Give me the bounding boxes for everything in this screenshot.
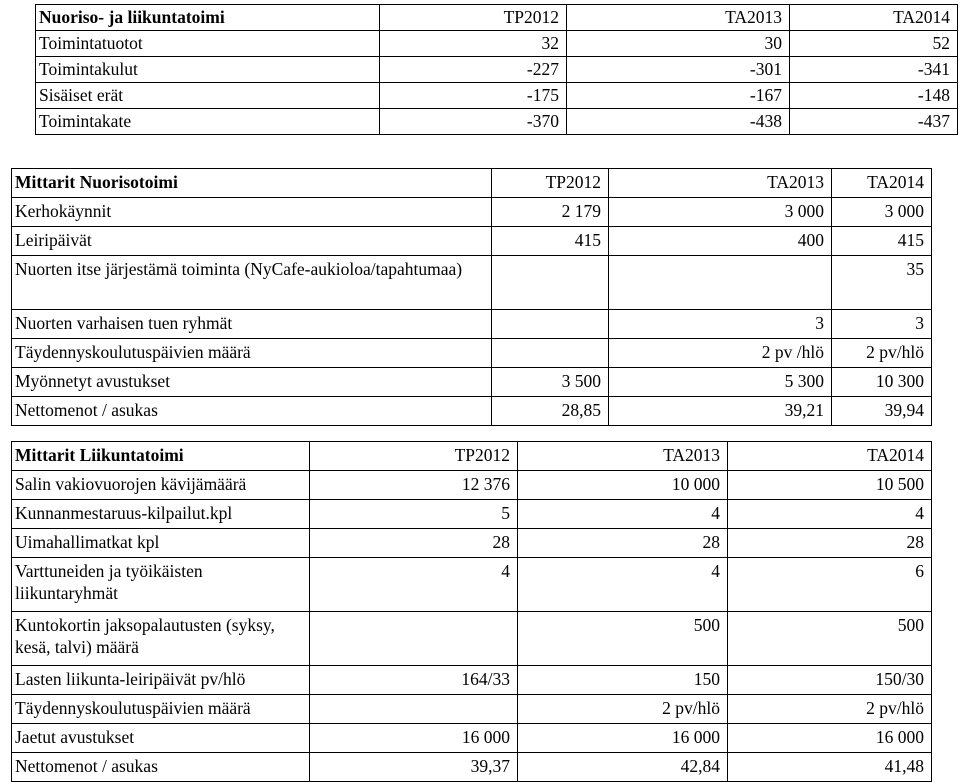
table-row (12, 724, 932, 753)
row-label: Nuorten itse järjestämä toiminta (NyCafe-aukioloa/tapahtumaa) (12, 256, 492, 310)
cell-value (310, 612, 518, 666)
table-row (12, 339, 932, 368)
cell-value: 28 (310, 529, 518, 558)
row-label: Kuntokortin jaksopalautusten (syksy, kesä, talvi) määrä (12, 612, 310, 666)
cell-value: -301 (567, 57, 790, 83)
cell-value: 400 (609, 227, 832, 256)
cell-value: 42,84 (518, 753, 728, 782)
cell-value: 415 (492, 227, 609, 256)
table-title: Mittarit Nuorisotoimi (12, 169, 492, 198)
cell-value: 6 (728, 558, 932, 612)
table-row (12, 558, 932, 612)
column-header: TP2012 (492, 169, 609, 198)
row-label: Kerhokäynnit (12, 198, 492, 227)
cell-value: 28 (728, 529, 932, 558)
cell-value: 5 (310, 500, 518, 529)
row-label: Uimahallimatkat kpl (12, 529, 310, 558)
column-header: TA2013 (567, 5, 790, 31)
cell-value: 415 (832, 227, 932, 256)
cell-value: 39,37 (310, 753, 518, 782)
cell-value: 500 (728, 612, 932, 666)
cell-value: 4 (310, 558, 518, 612)
row-label: Myönnetyt avustukset (12, 368, 492, 397)
table-row (36, 109, 958, 135)
cell-value: 2 pv/hlö (832, 339, 932, 368)
table-title: Nuoriso- ja liikuntatoimi (36, 5, 380, 31)
cell-value: 30 (567, 31, 790, 57)
table-row (12, 227, 932, 256)
row-label: Toimintatuotot (36, 31, 380, 57)
column-header: TA2013 (609, 169, 832, 198)
table-row (12, 529, 932, 558)
cell-value: 28,85 (492, 397, 609, 426)
cell-value: 16 000 (310, 724, 518, 753)
cell-value: 150/30 (728, 666, 932, 695)
cell-value: -175 (380, 83, 567, 109)
table-title: Mittarit Liikuntatoimi (12, 442, 310, 471)
cell-value: 3 000 (609, 198, 832, 227)
table-row (12, 471, 932, 500)
cell-value: 500 (518, 612, 728, 666)
table-row (12, 695, 932, 724)
cell-value: 32 (380, 31, 567, 57)
table-header-row (12, 442, 932, 471)
cell-value: 39,21 (609, 397, 832, 426)
cell-value: 164/33 (310, 666, 518, 695)
cell-value: -167 (567, 83, 790, 109)
cell-value: 12 376 (310, 471, 518, 500)
row-label: Varttuneiden ja työikäisten liikuntaryhmät (12, 558, 310, 612)
cell-value: -227 (380, 57, 567, 83)
row-label: Täydennyskoulutuspäivien määrä (12, 695, 310, 724)
cell-value (609, 256, 832, 310)
youth-metrics-table (11, 168, 932, 426)
cell-value: 52 (790, 31, 958, 57)
table-header-row (12, 169, 932, 198)
cell-value: -438 (567, 109, 790, 135)
row-label: Salin vakiovuorojen kävijämäärä (12, 471, 310, 500)
cell-value: 10 500 (728, 471, 932, 500)
cell-value: 4 (728, 500, 932, 529)
table-row (12, 500, 932, 529)
cell-value: -148 (790, 83, 958, 109)
cell-value: 39,94 (832, 397, 932, 426)
cell-value: 2 179 (492, 198, 609, 227)
cell-value (310, 695, 518, 724)
table-row (12, 368, 932, 397)
table-header-row (36, 5, 958, 31)
cell-value: 4 (518, 558, 728, 612)
cell-value: 150 (518, 666, 728, 695)
table-row (12, 256, 932, 310)
cell-value: 2 pv /hlö (609, 339, 832, 368)
cell-value: 3 (832, 310, 932, 339)
budget-table (35, 4, 958, 135)
cell-value: 10 300 (832, 368, 932, 397)
cell-value: 28 (518, 529, 728, 558)
row-label: Täydennyskoulutuspäivien määrä (12, 339, 492, 368)
column-header: TA2013 (518, 442, 728, 471)
cell-value: 16 000 (728, 724, 932, 753)
table-row (12, 666, 932, 695)
cell-value (492, 339, 609, 368)
cell-value: 4 (518, 500, 728, 529)
cell-value: 3 500 (492, 368, 609, 397)
cell-value (492, 310, 609, 339)
cell-value: 10 000 (518, 471, 728, 500)
cell-value: -341 (790, 57, 958, 83)
row-label: Nettomenot / asukas (12, 397, 492, 426)
cell-value: 3 000 (832, 198, 932, 227)
cell-value: 2 pv/hlö (518, 695, 728, 724)
column-header: TP2012 (380, 5, 567, 31)
row-label: Lasten liikunta-leiripäivät pv/hlö (12, 666, 310, 695)
table-row (36, 31, 958, 57)
cell-value: 3 (609, 310, 832, 339)
row-label: Nettomenot / asukas (12, 753, 310, 782)
sports-metrics-table (11, 441, 932, 782)
cell-value: 35 (832, 256, 932, 310)
row-label: Jaetut avustukset (12, 724, 310, 753)
cell-value: 5 300 (609, 368, 832, 397)
cell-value (492, 256, 609, 310)
row-label: Leiripäivät (12, 227, 492, 256)
row-label: Nuorten varhaisen tuen ryhmät (12, 310, 492, 339)
table-row (12, 198, 932, 227)
column-header: TA2014 (728, 442, 932, 471)
row-label: Sisäiset erät (36, 83, 380, 109)
table-row (12, 612, 932, 666)
column-header: TA2014 (832, 169, 932, 198)
cell-value: -370 (380, 109, 567, 135)
column-header: TP2012 (310, 442, 518, 471)
cell-value: -437 (790, 109, 958, 135)
cell-value: 2 pv/hlö (728, 695, 932, 724)
table-row (36, 83, 958, 109)
cell-value: 41,48 (728, 753, 932, 782)
cell-value: 16 000 (518, 724, 728, 753)
table-row (12, 397, 932, 426)
table-row (12, 310, 932, 339)
row-label: Toimintakulut (36, 57, 380, 83)
column-header: TA2014 (790, 5, 958, 31)
table-row (36, 57, 958, 83)
row-label: Toimintakate (36, 109, 380, 135)
row-label: Kunnanmestaruus-kilpailut.kpl (12, 500, 310, 529)
table-row (12, 753, 932, 782)
